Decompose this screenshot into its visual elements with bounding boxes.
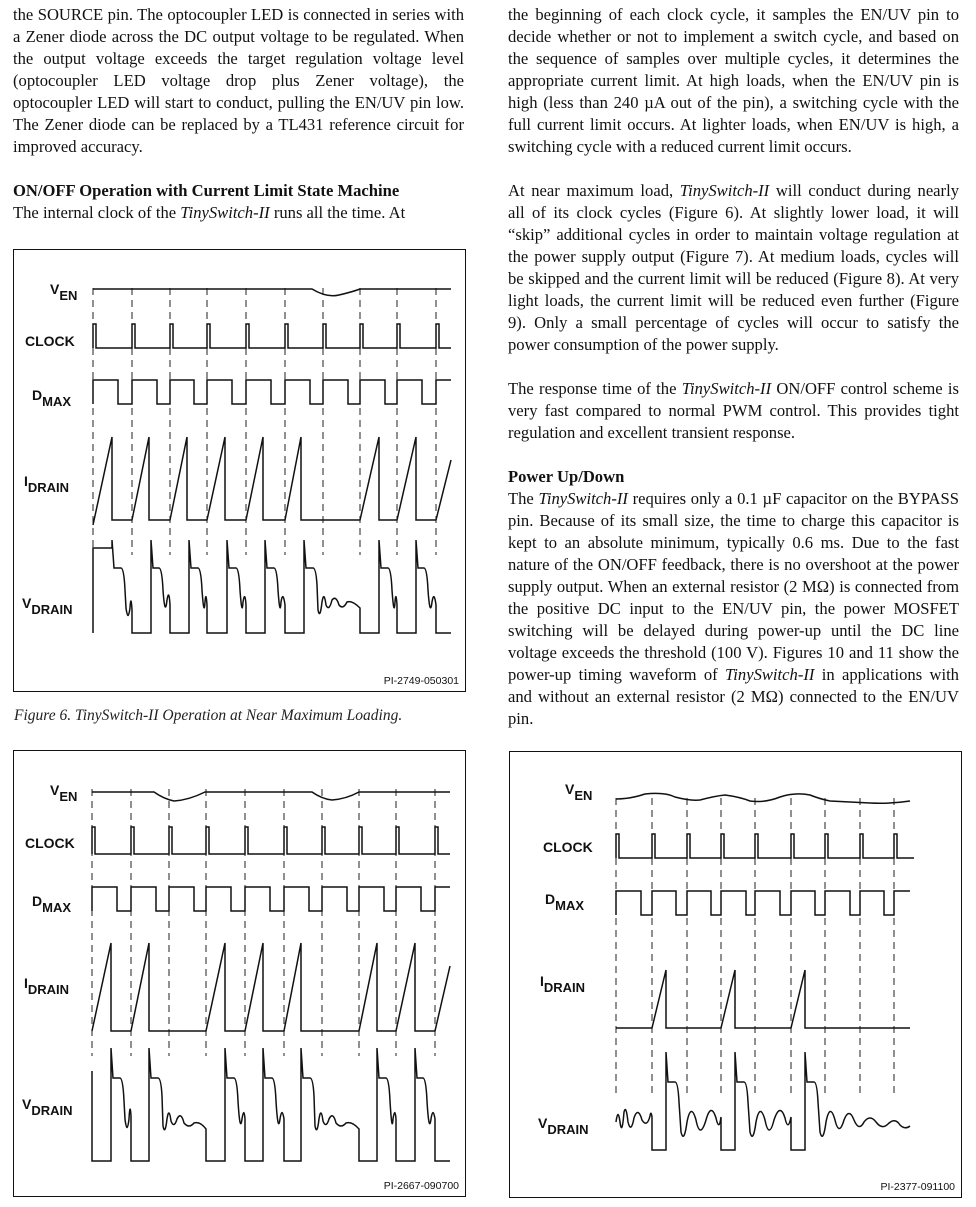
signal-labels	[538, 781, 593, 1137]
section-heading-onoff: ON/OFF Operation with Current Limit State Machine	[13, 181, 400, 200]
left-column	[13, 4, 464, 224]
dmax-waveform	[92, 887, 450, 911]
product-name: TinySwitch-II	[180, 203, 270, 222]
ven-waveform	[616, 793, 910, 803]
product-name: TinySwitch-II	[538, 489, 628, 508]
text-run: requires only a 0.1 µF capacitor on the BYPASS pin. Because of its small size, the time to charge this capacitor is kept to an absolute minimum, typically 0.6 ms. Due to the fast nature of the ON/OFF feedback, there is no overshoot at the power supply output. When an external resistor (2 MΩ) is connected from the positive DC input to the EN/UV pin, the power MOSFET switching will be delayed during power-up until the DC line voltage exceeds the threshold (100 V). Figures 10 and 11 show the power-up timing waveform of	[508, 489, 959, 684]
clock-waveform	[93, 324, 451, 348]
svg-text:IDRAIN: IDRAIN	[24, 975, 70, 997]
text-run: ON/OFF control scheme is very fast compared to normal PWM control. This provides tight regulation and excellent transient response.	[508, 379, 959, 442]
text-run: At near maximum load,	[508, 181, 680, 200]
timing-diagram-svg	[14, 250, 467, 693]
vdrain-waveform	[616, 1052, 910, 1150]
svg-text:VDRAIN: VDRAIN	[538, 1115, 589, 1137]
text-run: runs all the time. At	[269, 203, 406, 222]
text-run: The internal clock of the	[13, 203, 181, 222]
product-name: TinySwitch-II	[724, 665, 815, 684]
text-run: in applications with and without an external resistor (2 MΩ) connected to the EN/UV pin.	[508, 665, 959, 728]
right-paragraph-4	[508, 488, 959, 730]
text-run: will conduct during nearly all of its clock cycles (Figure 6). At slightly lower load, it will “skip” additional cycles in order to maintain voltage regulation at the power supply output (Figure 7). At medium loads, cycles will be skipped and the current limit will be reduced (Figure 8). At very light loads, the current limit will be reduced even further (Figure 9). Only a small percentage of cycles will occur to satisfy the power consumption of the power supply.	[508, 181, 959, 354]
svg-text:DMAX: DMAX	[32, 387, 72, 409]
svg-text:CLOCK: CLOCK	[25, 333, 75, 349]
figure-7-timing-diagram	[13, 750, 466, 1197]
figure-id: PI-2749-050301	[383, 675, 459, 687]
svg-text:VDRAIN: VDRAIN	[22, 595, 73, 617]
cycle-divider-lines	[93, 288, 436, 555]
signal-labels	[22, 281, 77, 617]
section-heading-power-up: Power Up/Down	[508, 467, 625, 486]
figure-6-timing-diagram	[13, 249, 466, 692]
dmax-waveform	[616, 891, 910, 915]
left-paragraph-2	[13, 202, 464, 224]
svg-text:DMAX: DMAX	[32, 893, 72, 915]
figure-6-caption: Figure 6. TinySwitch-II Operation at Near Maximum Loading.	[14, 707, 403, 724]
signal-labels	[22, 782, 77, 1118]
timing-diagram-svg	[510, 752, 963, 1199]
clock-waveform	[92, 827, 450, 854]
svg-text:VDRAIN: VDRAIN	[22, 1096, 73, 1118]
text-run: The response time of the	[508, 379, 682, 398]
figure-id: PI-2667-090700	[383, 1180, 459, 1192]
svg-text:IDRAIN: IDRAIN	[540, 973, 586, 995]
product-name: TinySwitch-II	[679, 181, 770, 200]
figure-id: PI-2377-091100	[880, 1181, 955, 1193]
right-paragraph-1: the beginning of each clock cycle, it samples the EN/UV pin to decide whether or not to implement a switch cycle, and based on the sequence of samples over multiple cycles, it determines the appropriate current limit. At high loads, when the EN/UV pin is high (less than 240 µA out of the pin), a switching cycle with the full current limit occurs. At lighter loads, when EN/UV is high, a switching cycle with a reduced current limit occurs.	[508, 5, 959, 156]
right-paragraph-2	[508, 180, 959, 356]
svg-text:IDRAIN: IDRAIN	[24, 473, 70, 495]
left-paragraph-1: the SOURCE pin. The optocoupler LED is connected in series with a Zener diode across the DC output voltage to be regulated. When the output voltage exceeds the target regulation voltage level (optocoupler LED voltage drop plus Zener voltage), the optocoupler LED will start to conduct, pulling the EN/UV pin low. The Zener diode can be replaced by a TL431 reference circuit for improved accuracy.	[13, 5, 464, 156]
svg-text:VEN: VEN	[50, 782, 78, 804]
clock-waveform	[616, 834, 914, 858]
product-name: TinySwitch-II	[681, 379, 772, 398]
timing-diagram-svg	[14, 751, 467, 1198]
svg-text:CLOCK: CLOCK	[543, 839, 593, 855]
figure-8-timing-diagram	[509, 751, 962, 1198]
svg-text:DMAX: DMAX	[545, 891, 585, 913]
vdrain-waveform	[92, 1048, 450, 1161]
idrain-waveform	[616, 970, 910, 1028]
dmax-waveform	[93, 380, 451, 404]
svg-text:VEN: VEN	[565, 781, 593, 803]
svg-text:VEN: VEN	[50, 281, 78, 303]
right-paragraph-3	[508, 378, 959, 444]
right-column	[508, 4, 959, 730]
svg-text:CLOCK: CLOCK	[25, 835, 75, 851]
text-run: The	[508, 489, 539, 508]
